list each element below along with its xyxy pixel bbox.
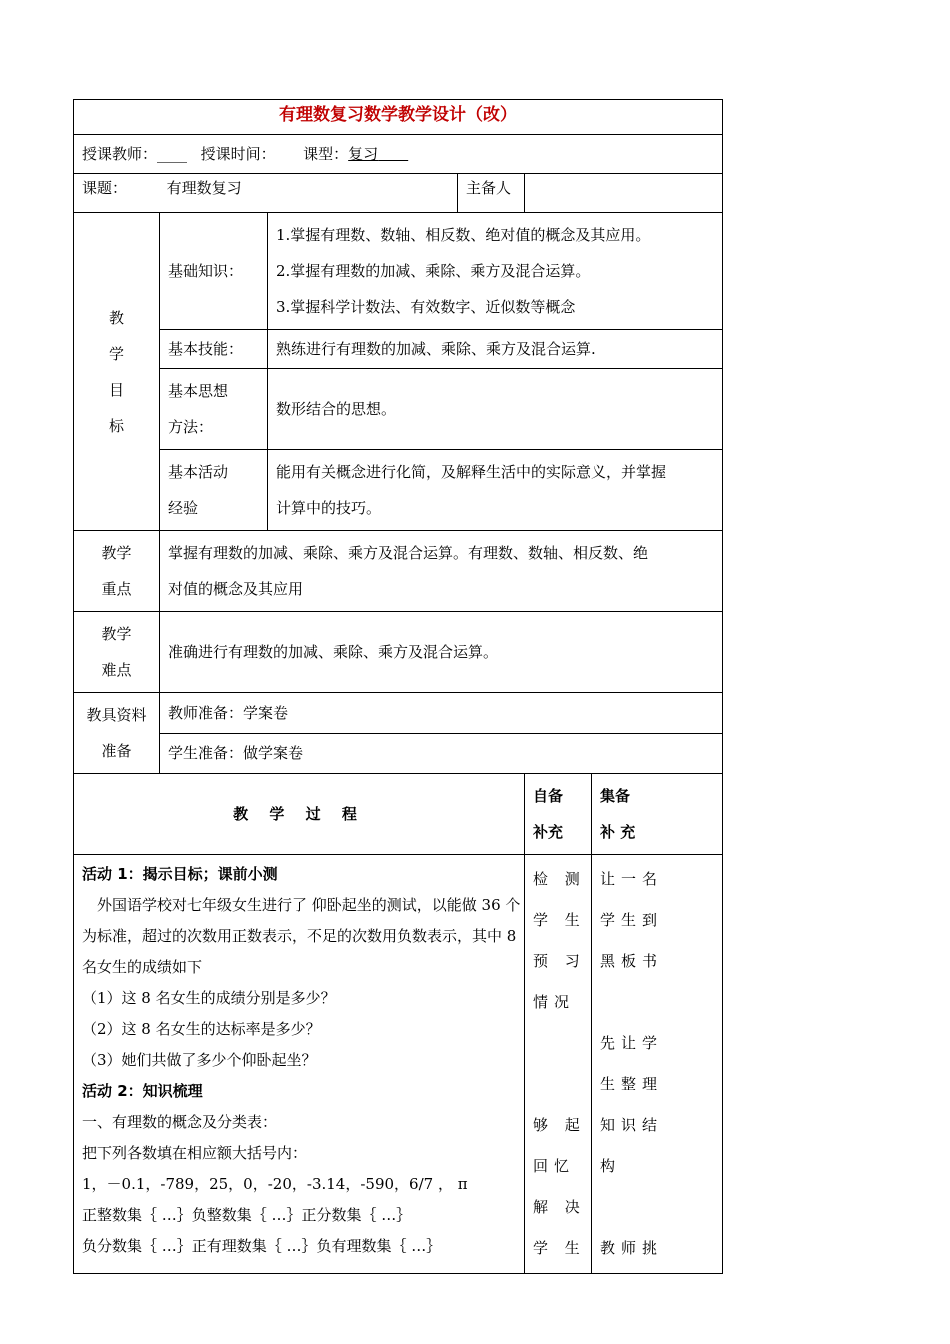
basic-knowledge-label: 基础知识： xyxy=(160,213,268,330)
type-label: 课型： xyxy=(303,145,349,163)
self-notes-header: 自备 补充 xyxy=(525,774,592,855)
materials-label: 教具资料 准备 xyxy=(74,693,160,774)
lesson-plan-document xyxy=(73,99,722,1274)
group-notes-header: 集备 补 充 xyxy=(592,774,723,855)
basic-experience-label: 基本活动 经验 xyxy=(160,450,268,531)
basic-method-content: 数形结合的思想。 xyxy=(268,369,723,450)
topic-label: 课题： xyxy=(82,179,128,197)
preparer-value xyxy=(525,174,723,213)
difficulties-content: 准确进行有理数的加减、乘除、乘方及混合运算。 xyxy=(160,612,723,693)
key-points-label: 教学 重点 xyxy=(74,531,160,612)
lesson-plan-table xyxy=(73,99,723,1274)
objectives-label: 教 学 目 标 xyxy=(74,213,160,531)
materials-student: 学生准备：做学案卷 xyxy=(160,733,723,774)
process-title: 教 学 过 程 xyxy=(74,774,525,855)
time-label: 授课时间： xyxy=(200,145,276,163)
info-row xyxy=(74,135,723,174)
process-content: 活动 1：揭示目标；课前小测 外国语学校对七年级女生进行了 仰卧起坐的测试，以能做 36 个 为标准，超过的次数用正数表示，不足的次数用负数表示，其中 8 名女生的成绩如下 （1）这 8 名女生的成绩分别是多少？ （2）这 8 名女生的达标率是多少？ （3）她们共做了多少个仰卧起坐？ 活动 2：知识梳理 一、有理数的概念及分类表： 把下列各数填在相应额大括号内： 1，－0.1，-789，25，0，-20，-3.14，-590，6/7 ， π 正整数集｛ …｝负整数集｛ …｝正分数集｛ …｝ 负分数集｛ …｝正有理数集｛ …｝负有理数集｛ …｝ xyxy=(74,855,525,1274)
materials-teacher: 教师准备：学案卷 xyxy=(160,693,723,734)
difficulties-label: 教学 难点 xyxy=(74,612,160,693)
basic-knowledge-content: 1.掌握有理数、数轴、相反数、绝对值的概念及其应用。 2.掌握有理数的加减、乘除、乘方及混合运算。 3.掌握科学计数法、有效数字、近似数等概念 xyxy=(268,213,723,330)
teacher-label: 授课教师： xyxy=(82,145,158,163)
group-notes: 让一名 学生到 黑板书 先让学 生整理 知识结 构 教师挑 xyxy=(592,855,723,1274)
document-title: 有理数复习数学教学设计（改） xyxy=(74,100,723,135)
teacher-value: ____ xyxy=(157,145,188,163)
basic-skill-label: 基本技能： xyxy=(160,330,268,369)
basic-method-label: 基本思想 方法： xyxy=(160,369,268,450)
preparer-label: 主备人 xyxy=(458,174,525,213)
topic-cell xyxy=(74,174,458,213)
basic-skill-content: 熟练进行有理数的加减、乘除、乘方及混合运算. xyxy=(268,330,723,369)
key-points-content: 掌握有理数的加减、乘除、乘方及混合运算。有理数、数轴、相反数、绝 对值的概念及其应用 xyxy=(160,531,723,612)
type-value: 复习 xyxy=(348,145,379,163)
basic-experience-content: 能用有关概念进行化简，及解释生活中的实际意义，并掌握 计算中的技巧。 xyxy=(268,450,723,531)
topic-value: 有理数复习 xyxy=(166,179,242,197)
self-notes: 检 测 学 生 预 习 情况 够 起 回忆 解 决 学 生 xyxy=(525,855,592,1274)
